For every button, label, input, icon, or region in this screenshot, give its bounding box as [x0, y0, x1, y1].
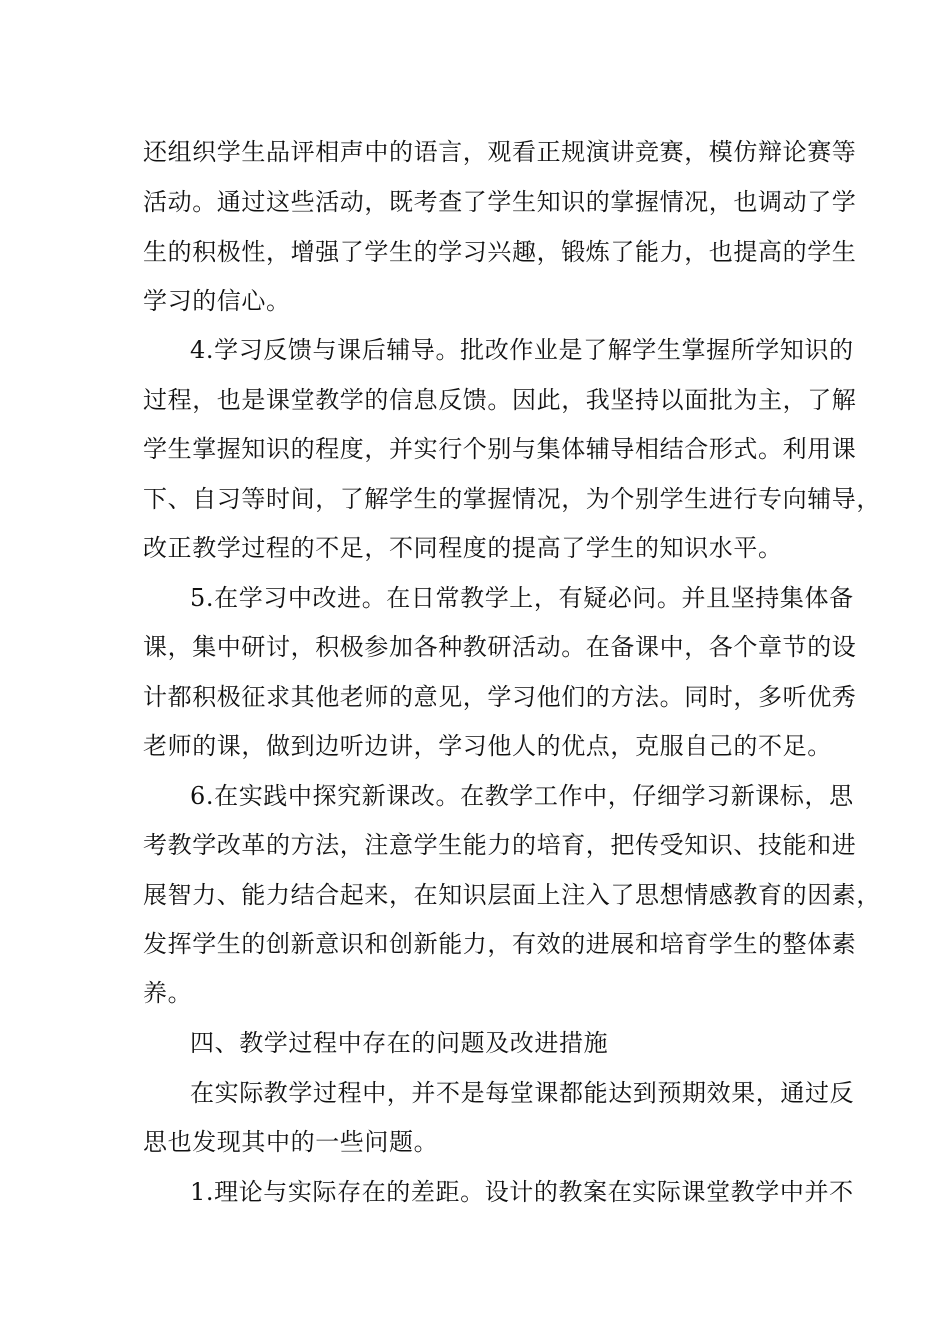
text-line: 学生掌握知识的程度，并实行个别与集体辅导相结合形式。利用课	[143, 435, 857, 463]
paragraph-6-start: 6.在实践中探究新课改。在教学工作中，仔细学习新课标，思	[190, 782, 854, 810]
text-line: 计都积极征求其他老师的意见，学习他们的方法。同时，多听优秀	[143, 683, 857, 711]
paragraph-1-start: 1.理论与实际存在的差距。设计的教案在实际课堂教学中并不	[190, 1178, 854, 1206]
text-line: 活动。通过这些活动，既考查了学生知识的掌握情况，也调动了学	[143, 188, 857, 216]
text-line: 发挥学生的创新意识和创新能力，有效的进展和培育学生的整体素	[143, 930, 857, 958]
text-line: 还组织学生品评相声中的语言，观看正规演讲竞赛，模仿辩论赛等	[143, 138, 857, 166]
text-line: 改正教学过程的不足，不同程度的提高了学生的知识水平。	[143, 534, 783, 562]
paragraph-4-start: 4.学习反馈与课后辅导。批改作业是了解学生掌握所学知识的	[190, 336, 854, 364]
text-line: 思也发现其中的一些问题。	[143, 1128, 439, 1156]
section-heading: 四、教学过程中存在的问题及改进措施	[190, 1029, 609, 1057]
text-line: 学习的信心。	[143, 287, 291, 315]
text-line: 课，集中研讨，积极参加各种教研活动。在备课中，各个章节的设	[143, 633, 857, 661]
text-line: 考教学改革的方法，注意学生能力的培育，把传受知识、技能和进	[143, 831, 857, 859]
text-line: 过程，也是课堂教学的信息反馈。因此，我坚持以面批为主，了解	[143, 386, 857, 414]
paragraph-5-start: 5.在学习中改进。在日常教学上，有疑必问。并且坚持集体备	[190, 584, 854, 612]
text-line: 下、自习等时间，了解学生的掌握情况，为个别学生进行专向辅导，	[143, 485, 881, 513]
text-line: 老师的课，做到边听边讲，学习他人的优点，克服自己的不足。	[143, 732, 832, 760]
text-line: 生的积极性，增强了学生的学习兴趣，锻炼了能力，也提高的学生	[143, 238, 857, 266]
paragraph-intro-start: 在实际教学过程中，并不是每堂课都能达到预期效果，通过反	[190, 1079, 855, 1107]
text-line: 养。	[143, 979, 193, 1007]
text-line: 展智力、能力结合起来，在知识层面上注入了思想情感教育的因素，	[143, 881, 881, 909]
